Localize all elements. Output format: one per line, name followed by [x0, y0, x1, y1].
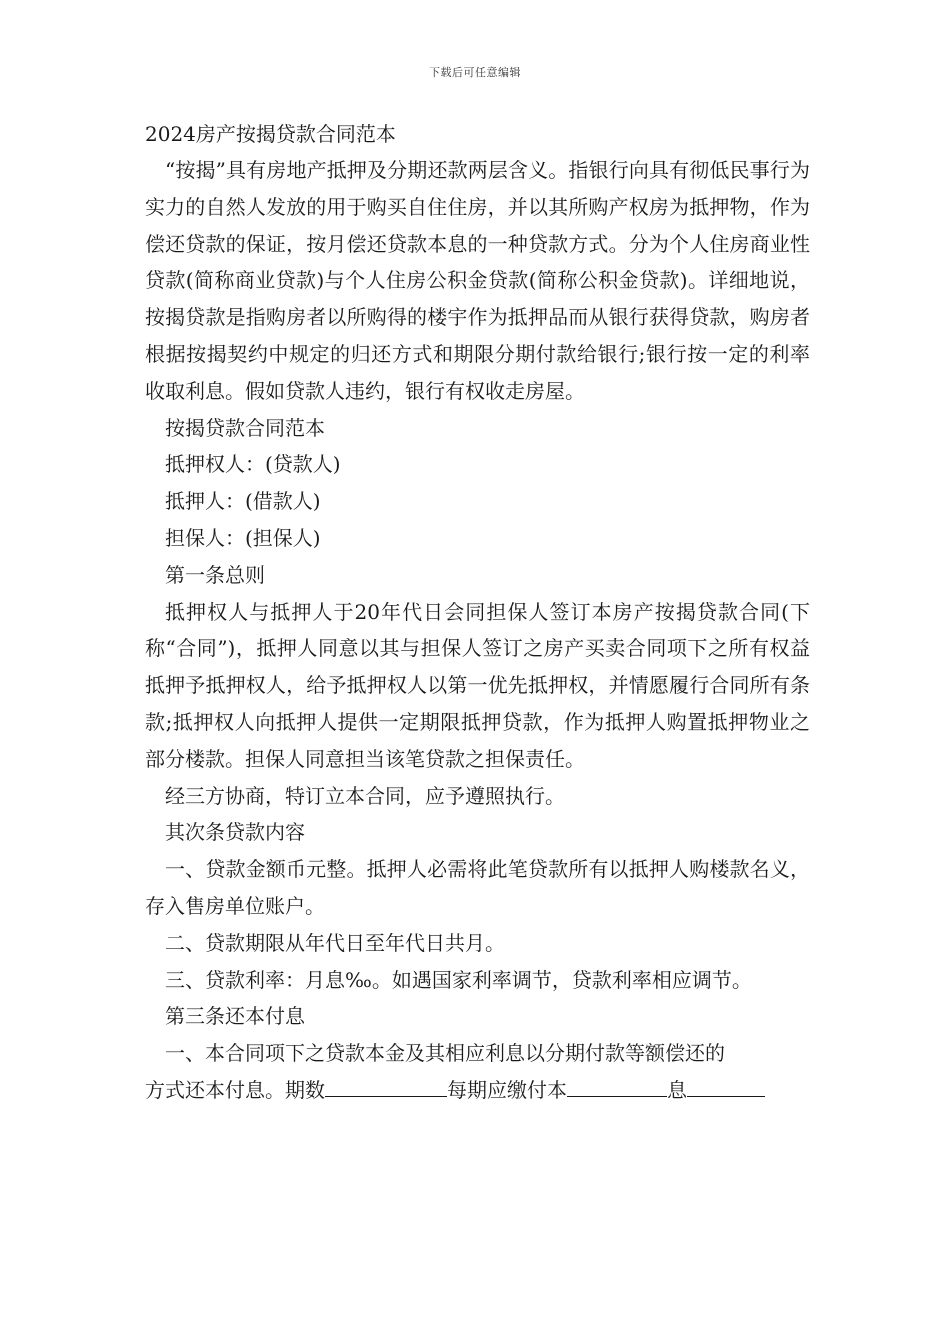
interest-blank — [687, 1074, 765, 1097]
article-3-item-1-continued — [145, 1072, 810, 1109]
installments-blank — [325, 1074, 447, 1097]
paragraph-guarantor: 担保人：(担保人) — [165, 525, 321, 550]
paragraph-mortgagee: 抵押权人：(贷款人) — [165, 452, 341, 477]
paragraph-mortgagor: 抵押人：(借款人) — [165, 489, 321, 514]
paragraph-intro: “按揭”具有房地产抵押及分期还款两层含义。指银行向具有彻低民事行为实力的自然人发放的用于购买自住住房，并以其所购产权房为抵押物，作为偿还贷款的保证，按月偿还贷款本息的一种贷款方式。分为个人住房商业性贷款(简称商业贷款)与个人住房公积金贷款(简称公积金贷款)。详细地说，按揭贷款是指购房者以所购得的楼宇作为抵押品而从银行获得贷款，购房者根据按揭契约中规定的归还方式和期限分期付款给银行;银行按一定的利率收取利息。假如贷款人违约，银行有权收走房屋。 — [145, 158, 810, 403]
principal-label: 每期应缴付本 — [447, 1077, 567, 1102]
interest-label: 息 — [667, 1077, 687, 1102]
page-header-note: 下载后可任意编辑 — [429, 66, 521, 79]
article-2-item-1: 一、贷款金额币元整。抵押人必需将此笔贷款所有以抵押人购楼款名义，存入售房单位账户。 — [145, 857, 810, 918]
article-3-heading: 第三条还本付息 — [165, 1004, 305, 1029]
article-2-item-2: 二、贷款期限从年代日至年代日共月。 — [165, 930, 505, 955]
document-title: 2024房产按揭贷款合同范本 — [145, 122, 396, 146]
article-3-item-1: 一、本合同项下之贷款本金及其相应利息以分期付款等额偿还的 — [165, 1041, 725, 1066]
document-body — [145, 116, 810, 1109]
article-2-item-3: 三、贷款利率：月息‰。如遇国家利率调节，贷款利率相应调节。 — [165, 967, 752, 992]
paragraph-agreement: 经三方协商，特订立本合同，应予遵照执行。 — [165, 783, 565, 808]
principal-blank — [567, 1074, 667, 1097]
article-1-body: 抵押权人与抵押人于20年代日会同担保人签订本房产按揭贷款合同(下称“合同”)，抵押人同意以其与担保人签订之房产买卖合同项下之所有权益抵押予抵押权人，给予抵押权人以第一优先抵押权，并情愿履行合同所有条款;抵押权人向抵押人提供一定期限抵押贷款，作为抵押人购置抵押物业之部分楼款。担保人同意担当该笔贷款之担保责任。 — [145, 599, 810, 771]
article-2-heading: 其次条贷款内容 — [165, 820, 305, 845]
article-1-heading: 第一条总则 — [165, 562, 265, 587]
paragraph-contract-heading: 按揭贷款合同范本 — [165, 415, 325, 440]
installments-label: 方式还本付息。期数 — [145, 1077, 325, 1102]
